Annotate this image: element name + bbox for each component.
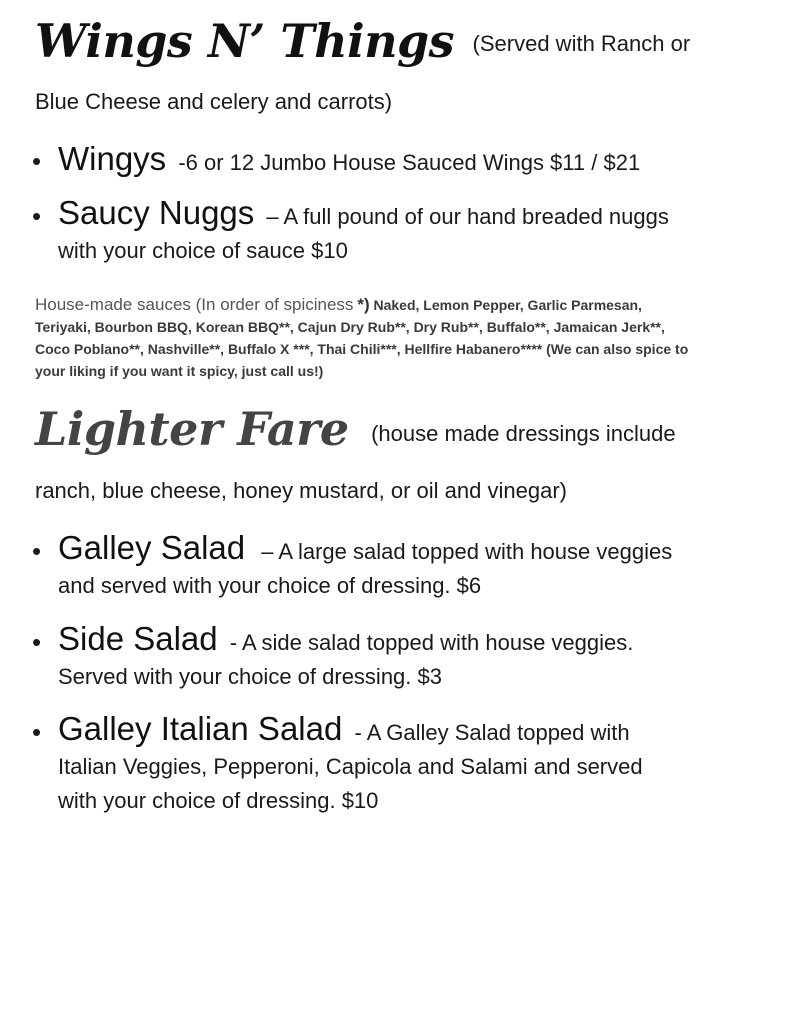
item-description: -6 or 12 Jumbo House Sauced Wings $11 / $21 [178,150,641,175]
sauces-list [35,294,695,382]
menu-item-side-salad [58,620,718,690]
item-name: Galley Salad [58,529,246,566]
item-description: - A Galley Salad topped with [354,720,630,745]
bullet-icon: • [32,146,42,176]
menu-item-galley-italian-salad [58,710,718,814]
item-description-continued: with your choice of sauce $10 [58,238,348,263]
menu-item-galley-salad [58,529,718,599]
item-name: Wingys [58,140,167,177]
item-description: – A full pound of our hand breaded nuggs [266,204,669,229]
sauces-spice-key: *) [357,295,370,314]
bullet-icon: • [32,536,42,566]
sauces-lead: House-made sauces (In order of spiciness [35,295,354,314]
lighter-section-note-continued: ranch, blue cheese, honey mustard, or oil and vinegar) [35,478,567,503]
lighter-section-note: (house made dressings include [371,421,676,446]
sauces-names: Naked, Lemon Pepper, Garlic Parmesan, Teriyaki, Bourbon BBQ, Korean BBQ**, Cajun Dry Rub**, Dry Rub**, Buffalo**, Jamaican Jerk**, Coco Poblano**, Nashville**, Buffalo X ***, Thai Chili***, Hellfire Habanero**** (We can also spice to your liking if you want it spicy, just call us!) [35,297,689,379]
item-description-continued: Served with your choice of dressing. $3 [58,664,442,689]
item-description: – A large salad topped with house veggies [261,539,673,564]
item-name: Saucy Nuggs [58,194,255,231]
item-description-continued: and served with your choice of dressing. $6 [58,573,482,598]
wings-section-title: Wings N’ Things [35,14,455,68]
item-description-continued: Italian Veggies, Pepperoni, Capicola and Salami and served [58,754,643,779]
bullet-icon: • [32,627,42,657]
wings-header [35,14,690,68]
item-name: Galley Italian Salad [58,710,343,747]
bullet-icon: • [32,201,42,231]
item-description-continued: with your choice of dressing. $10 [58,788,379,813]
bullet-icon: • [32,717,42,747]
lighter-section-title: Lighter Fare [35,402,349,456]
menu-item-saucy-nuggs [58,194,718,264]
lighter-header [35,402,676,456]
item-description: - A side salad topped with house veggies. [229,630,634,655]
item-name: Side Salad [58,620,218,657]
wings-section-note: (Served with Ranch or [472,31,691,56]
menu-item-wingys [58,140,718,178]
wings-section-note-continued: Blue Cheese and celery and carrots) [35,89,393,114]
